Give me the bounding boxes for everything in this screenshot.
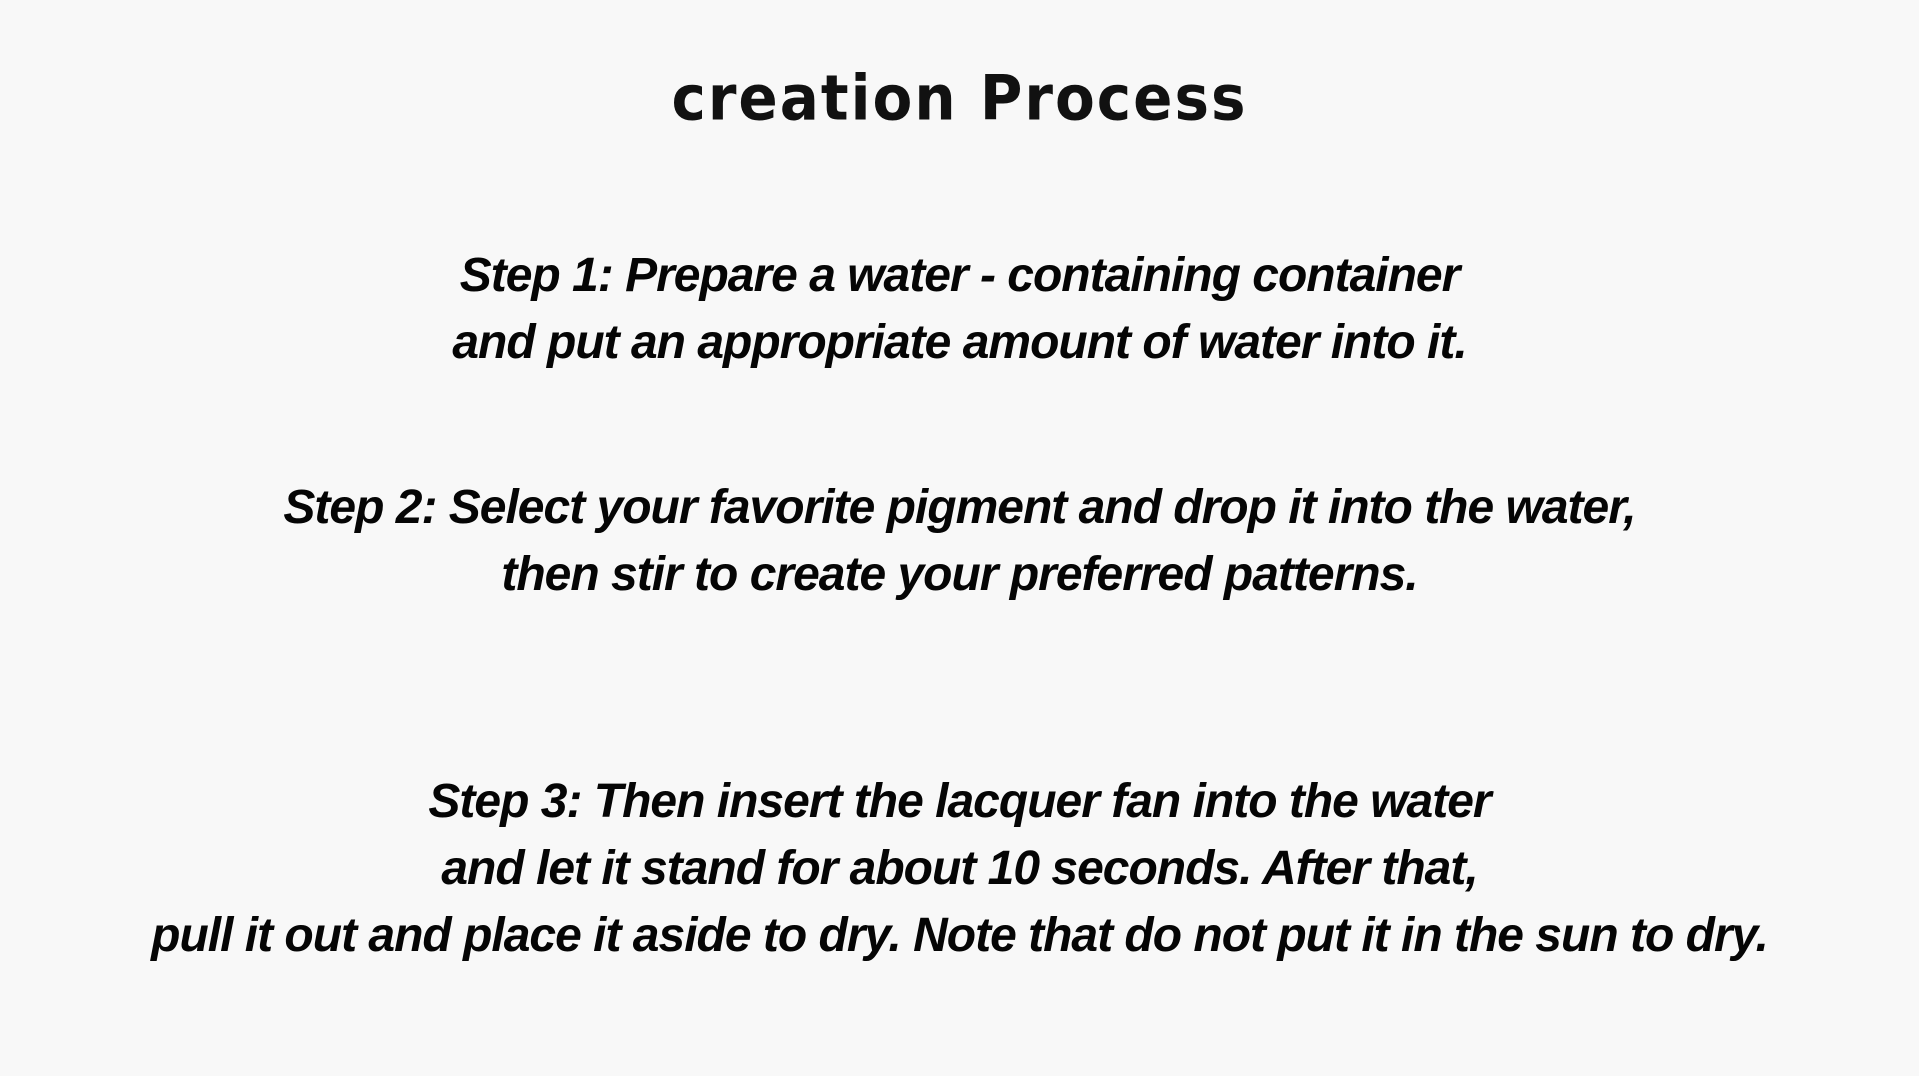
step-1-line-2: and put an appropriate amount of water into it. xyxy=(452,316,1467,369)
step-1-paragraph xyxy=(0,242,1919,376)
step-1-line-1: Step 1: Prepare a water - containing container xyxy=(459,249,1460,302)
step-3-paragraph xyxy=(0,768,1919,969)
step-2-paragraph xyxy=(0,474,1919,608)
step-3-line-2: and let it stand for about 10 seconds. After that, xyxy=(441,842,1478,895)
step-2-line-1: Step 2: Select your favorite pigment and drop it into the water, xyxy=(283,481,1636,534)
page-title: creation Process xyxy=(671,61,1248,135)
step-3-line-3: pull it out and place it aside to dry. Note that do not put it in the sun to dry. xyxy=(151,909,1768,962)
step-3-line-1: Step 3: Then insert the lacquer fan into the water xyxy=(428,775,1491,828)
step-2-line-2: then stir to create your preferred patterns. xyxy=(501,548,1418,601)
